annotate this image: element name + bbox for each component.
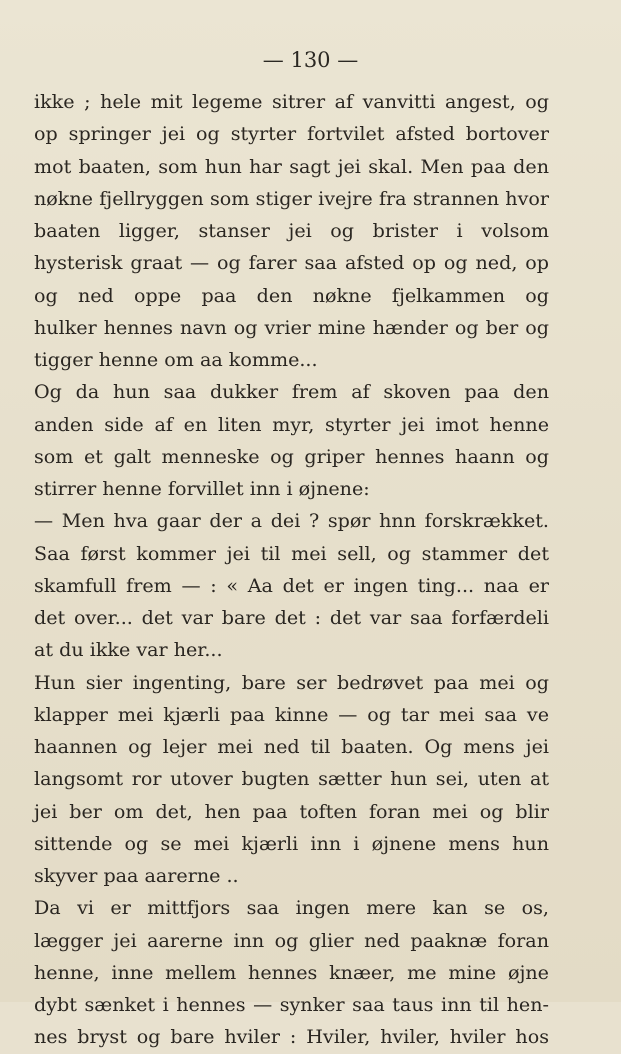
text-line: klapper mei kjærli paa kinne — og tar mei saa ve <box>34 702 549 726</box>
text-line: haannen og lejer mei ned til baaten. Og mens jei <box>34 735 549 758</box>
text-line: jei ber om det, hen paa toften foran mei og blir <box>34 799 549 823</box>
text-line: sittende og se mei kjærli inn i øjnene mens hun <box>34 831 549 855</box>
text-line: dybt sænket i hennes — synker saa taus inn til hen- <box>34 993 549 1016</box>
text-line: skamfull frem — : « Aa det er ingen ting... naa er <box>34 573 549 597</box>
text-line: Hun sier ingenting, bare ser bedrøvet paa mei og <box>34 670 549 694</box>
page-number: — 130 — <box>262 48 359 72</box>
text-line: Og da hun saa dukker frem af skoven paa den <box>34 380 549 404</box>
text-line: anden side af en liten myr, styrter jei imot henne <box>34 412 549 436</box>
text-line: op springer jei og styrter fortvilet afsted bortover <box>34 122 549 146</box>
text-line: at du ikke var her... <box>34 638 223 662</box>
text-line: nøkne fjellryggen som stiger ivejre fra strannen hvor <box>34 186 549 210</box>
text-line: nes bryst og bare hviler : Hviler, hviler, hviler hos <box>34 1025 549 1049</box>
text-line: som et galt menneske og griper hennes haann og <box>34 444 549 468</box>
text-line: Saa først kommer jei til mei sell, og stammer det <box>34 541 549 565</box>
text-line: skyver paa aarerne .. <box>34 864 239 887</box>
text-line: tigger henne om aa komme... <box>34 348 318 371</box>
body-text <box>34 86 549 1054</box>
text-line: hysterisk graat — og farer saa afsted op og ned, op <box>34 251 549 275</box>
text-line: henne, inne mellem hennes knæer, me mine øjne <box>34 960 549 984</box>
text-line: baaten ligger, stanser jei og brister i volsom <box>34 219 549 242</box>
text-line: lægger jei aarerne inn og glier ned paaknæ foran <box>34 928 549 952</box>
text-line: stirrer henne forvillet inn i øjnene: <box>34 477 370 500</box>
text-line: hulker hennes navn og vrier mine hænder og ber og <box>34 315 549 339</box>
text-line: Da vi er mittfjors saa ingen mere kan se os, <box>34 896 549 920</box>
text-line: langsomt ror utover bugten sætter hun sei, uten at <box>34 767 549 791</box>
text-line: og ned oppe paa den nøkne fjelkammen og <box>34 283 549 307</box>
text-line: mot baaten, som hun har sagt jei skal. Men paa den <box>34 154 549 178</box>
text-line: det over... det var bare det : det var saa forfærdeli <box>34 606 549 629</box>
text-line: — Men hva gaar der a dei ? spør hnn forskrækket. <box>34 509 549 533</box>
text-line: ikke ; hele mit legeme sitrer af vanvitti angest, og <box>34 90 549 113</box>
